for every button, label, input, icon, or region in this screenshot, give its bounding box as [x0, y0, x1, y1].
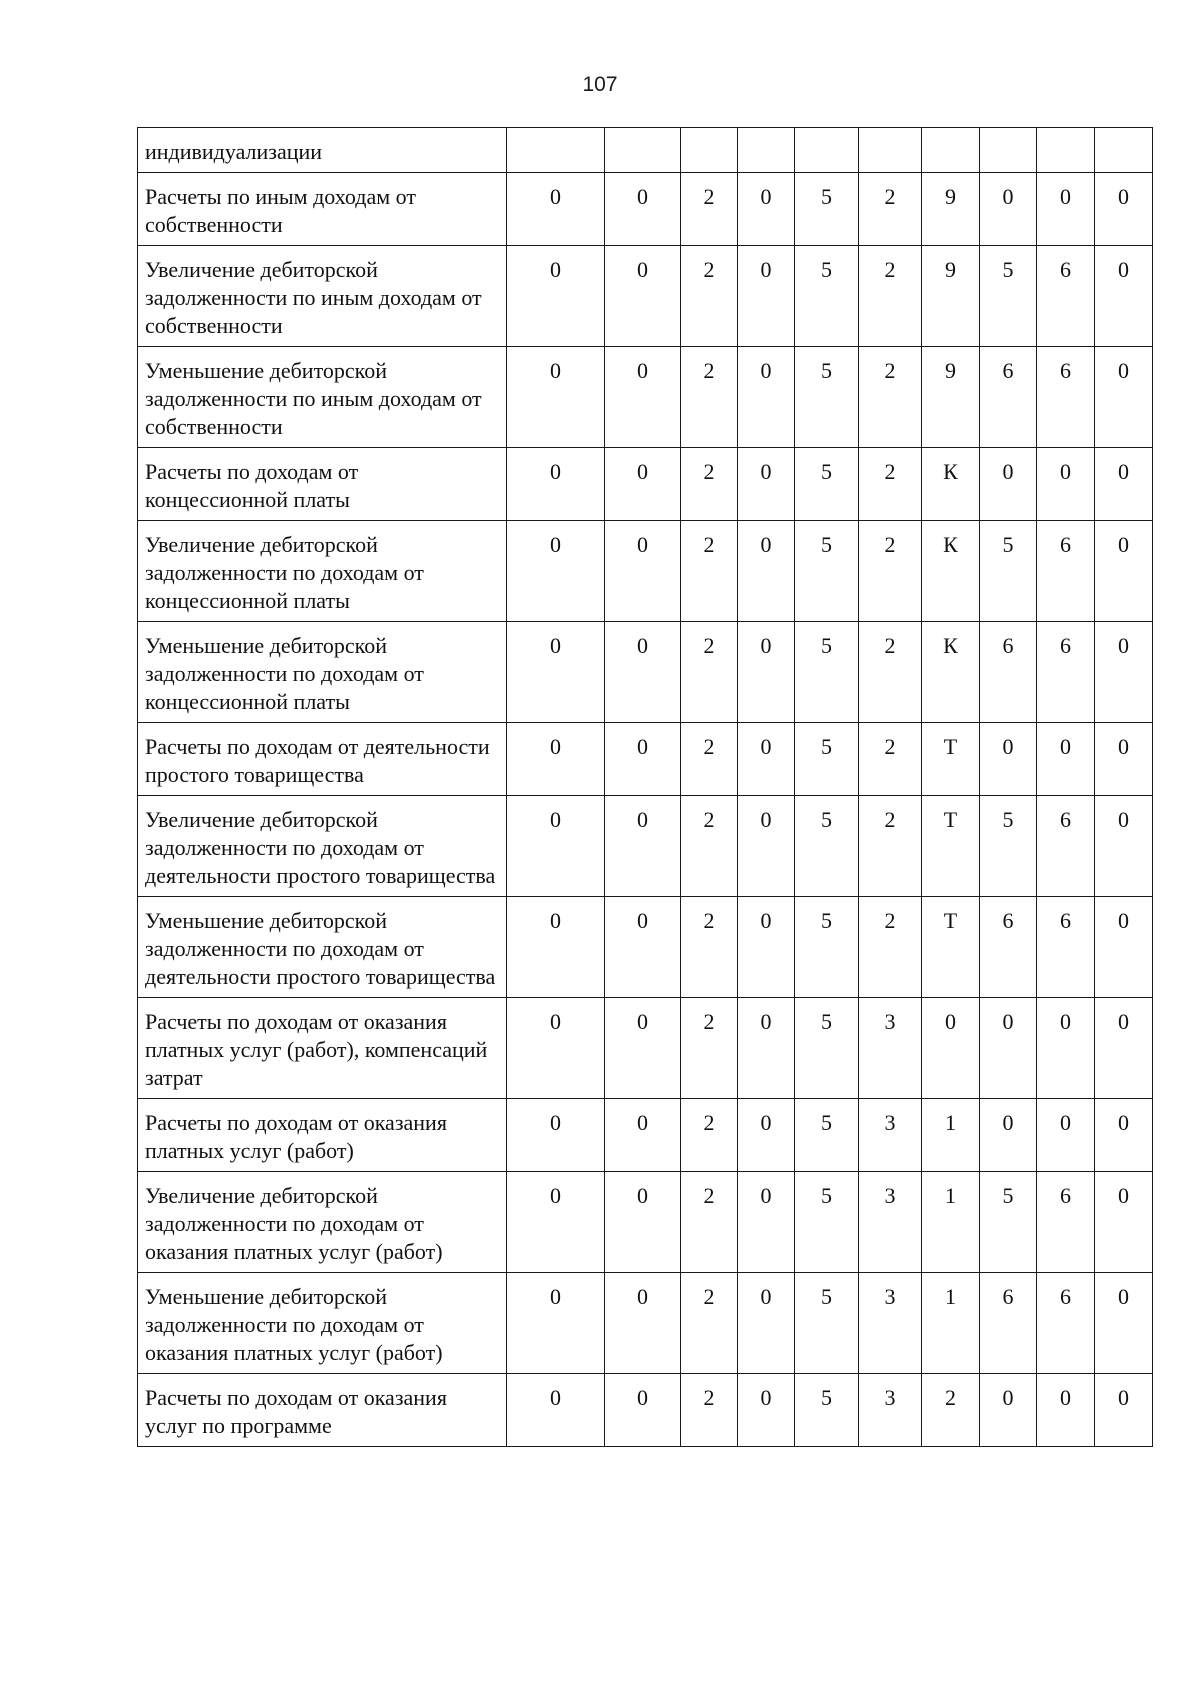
code-digit-cell: 2 — [922, 1374, 980, 1447]
row-account-name: Расчеты по доходам от оказания услуг по программе — [138, 1374, 507, 1447]
code-digit-cell: 6 — [1037, 1172, 1095, 1273]
code-digit-cell: 0 — [507, 998, 605, 1099]
code-digit-cell: 6 — [980, 347, 1037, 448]
code-digit-cell: 0 — [1095, 173, 1153, 246]
code-digit-cell — [681, 128, 738, 173]
code-digit-cell: 0 — [1095, 1172, 1153, 1273]
code-digit-cell: 0 — [605, 1172, 681, 1273]
table-row — [138, 1172, 1153, 1273]
table-row — [138, 796, 1153, 897]
code-digit-cell: 0 — [507, 622, 605, 723]
code-digit-cell: 2 — [859, 622, 922, 723]
code-digit-cell: 0 — [605, 1374, 681, 1447]
code-digit-cell: 0 — [922, 998, 980, 1099]
code-digit-cell: 5 — [795, 622, 859, 723]
code-digit-cell: 0 — [738, 723, 795, 796]
code-digit-cell: 5 — [795, 173, 859, 246]
row-account-name: Расчеты по доходам от оказания платных услуг (работ) — [138, 1099, 507, 1172]
code-digit-cell: 0 — [507, 1273, 605, 1374]
code-digit-cell: 0 — [1037, 448, 1095, 521]
code-digit-cell: 5 — [980, 796, 1037, 897]
table-body — [138, 128, 1153, 1447]
code-digit-cell: 2 — [681, 521, 738, 622]
row-account-name: Расчеты по иным доходам от собственности — [138, 173, 507, 246]
code-digit-cell: 6 — [1037, 796, 1095, 897]
code-digit-cell: 2 — [859, 796, 922, 897]
code-digit-cell: 2 — [859, 246, 922, 347]
code-digit-cell: 0 — [605, 622, 681, 723]
code-digit-cell: 0 — [1095, 723, 1153, 796]
table-row — [138, 622, 1153, 723]
code-digit-cell: 0 — [1095, 1374, 1153, 1447]
code-digit-cell: 2 — [859, 897, 922, 998]
row-account-name: Увеличение дебиторской задолженности по доходам от деятельности простого товарищества — [138, 796, 507, 897]
code-digit-cell: 2 — [681, 1099, 738, 1172]
row-account-name: Уменьшение дебиторской задолженности по доходам от оказания платных услуг (работ) — [138, 1273, 507, 1374]
code-digit-cell: 0 — [738, 173, 795, 246]
code-digit-cell: Т — [922, 723, 980, 796]
table-row — [138, 1273, 1153, 1374]
code-digit-cell: Т — [922, 796, 980, 897]
code-digit-cell: 2 — [681, 347, 738, 448]
code-digit-cell: 5 — [795, 1172, 859, 1273]
code-digit-cell: 6 — [980, 622, 1037, 723]
code-digit-cell: 9 — [922, 173, 980, 246]
code-digit-cell: 0 — [1037, 1374, 1095, 1447]
code-digit-cell: 0 — [1095, 347, 1153, 448]
code-digit-cell: 2 — [859, 347, 922, 448]
code-digit-cell: 0 — [980, 448, 1037, 521]
code-digit-cell: 0 — [605, 347, 681, 448]
code-digit-cell — [922, 128, 980, 173]
code-digit-cell — [980, 128, 1037, 173]
code-digit-cell: 2 — [681, 897, 738, 998]
code-digit-cell: 0 — [1037, 1099, 1095, 1172]
code-digit-cell: 5 — [980, 246, 1037, 347]
code-digit-cell: К — [922, 521, 980, 622]
code-digit-cell: 6 — [980, 1273, 1037, 1374]
row-account-name: Расчеты по доходам от деятельности простого товарищества — [138, 723, 507, 796]
code-digit-cell: 5 — [795, 1374, 859, 1447]
code-digit-cell: 0 — [738, 246, 795, 347]
code-digit-cell: 2 — [681, 1172, 738, 1273]
code-digit-cell: 2 — [859, 723, 922, 796]
table-row — [138, 448, 1153, 521]
code-digit-cell: 1 — [922, 1172, 980, 1273]
code-digit-cell — [795, 128, 859, 173]
code-digit-cell: 0 — [738, 1172, 795, 1273]
code-digit-cell: 0 — [1095, 246, 1153, 347]
code-digit-cell: 0 — [605, 1273, 681, 1374]
code-digit-cell: 0 — [507, 448, 605, 521]
code-digit-cell: 2 — [681, 796, 738, 897]
code-digit-cell — [1095, 128, 1153, 173]
code-digit-cell: 2 — [859, 173, 922, 246]
code-digit-cell: 0 — [738, 897, 795, 998]
code-digit-cell: 5 — [795, 897, 859, 998]
code-digit-cell: 0 — [605, 897, 681, 998]
code-digit-cell: 5 — [795, 796, 859, 897]
code-digit-cell: 0 — [1095, 521, 1153, 622]
code-digit-cell — [1037, 128, 1095, 173]
code-digit-cell: 2 — [859, 448, 922, 521]
code-digit-cell: 0 — [507, 1374, 605, 1447]
code-digit-cell: 0 — [605, 521, 681, 622]
code-digit-cell: 5 — [795, 448, 859, 521]
code-digit-cell: 3 — [859, 1273, 922, 1374]
code-digit-cell: 5 — [795, 521, 859, 622]
table-row — [138, 521, 1153, 622]
code-digit-cell: 0 — [738, 1099, 795, 1172]
code-digit-cell: 0 — [507, 1099, 605, 1172]
code-digit-cell: 0 — [738, 1374, 795, 1447]
code-digit-cell: 0 — [507, 521, 605, 622]
code-digit-cell: 9 — [922, 347, 980, 448]
code-digit-cell: 0 — [507, 897, 605, 998]
code-digit-cell: 0 — [1095, 1273, 1153, 1374]
code-digit-cell: 6 — [1037, 521, 1095, 622]
code-digit-cell: 2 — [681, 622, 738, 723]
code-digit-cell: 2 — [681, 723, 738, 796]
code-digit-cell: 0 — [507, 347, 605, 448]
row-account-name: Уменьшение дебиторской задолженности по иным доходам от собственности — [138, 347, 507, 448]
code-digit-cell: 0 — [1037, 723, 1095, 796]
code-digit-cell: 6 — [1037, 1273, 1095, 1374]
code-digit-cell: 0 — [1095, 448, 1153, 521]
code-digit-cell: 5 — [795, 347, 859, 448]
code-digit-cell: 3 — [859, 1172, 922, 1273]
table-row — [138, 998, 1153, 1099]
code-digit-cell: 5 — [795, 1273, 859, 1374]
code-digit-cell: 2 — [681, 448, 738, 521]
code-digit-cell: 2 — [681, 1374, 738, 1447]
code-digit-cell: 6 — [1037, 347, 1095, 448]
code-digit-cell: 3 — [859, 1374, 922, 1447]
code-digit-cell: 0 — [980, 1099, 1037, 1172]
code-digit-cell: К — [922, 448, 980, 521]
code-digit-cell: 0 — [1037, 173, 1095, 246]
code-digit-cell — [738, 128, 795, 173]
table-row — [138, 1374, 1153, 1447]
row-account-name: индивидуализации — [138, 128, 507, 173]
code-digit-cell: 2 — [681, 246, 738, 347]
code-digit-cell: 2 — [681, 1273, 738, 1374]
row-account-name: Расчеты по доходам от концессионной платы — [138, 448, 507, 521]
code-digit-cell: К — [922, 622, 980, 723]
code-digit-cell: 0 — [605, 246, 681, 347]
table-row — [138, 347, 1153, 448]
code-digit-cell: 0 — [605, 173, 681, 246]
code-digit-cell: 0 — [738, 521, 795, 622]
table-row — [138, 128, 1153, 173]
row-account-name: Увеличение дебиторской задолженности по доходам от оказания платных услуг (работ) — [138, 1172, 507, 1273]
code-digit-cell: 0 — [980, 998, 1037, 1099]
table-row — [138, 897, 1153, 998]
code-digit-cell: 5 — [980, 521, 1037, 622]
code-digit-cell: 0 — [1095, 897, 1153, 998]
code-digit-cell: 3 — [859, 1099, 922, 1172]
code-digit-cell: 0 — [507, 796, 605, 897]
code-digit-cell: 0 — [507, 246, 605, 347]
row-account-name: Расчеты по доходам от оказания платных услуг (работ), компенсаций затрат — [138, 998, 507, 1099]
code-digit-cell: 0 — [605, 723, 681, 796]
code-digit-cell: 0 — [507, 723, 605, 796]
page-number: 107 — [582, 73, 618, 96]
code-digit-cell: 2 — [681, 998, 738, 1099]
code-digit-cell: 5 — [980, 1172, 1037, 1273]
code-digit-cell: 5 — [795, 1099, 859, 1172]
code-digit-cell: 0 — [1095, 796, 1153, 897]
code-digit-cell: 6 — [1037, 246, 1095, 347]
code-digit-cell: 5 — [795, 998, 859, 1099]
code-digit-cell: 6 — [1037, 897, 1095, 998]
code-digit-cell: 0 — [507, 173, 605, 246]
code-digit-cell: 0 — [1095, 622, 1153, 723]
code-digit-cell: 1 — [922, 1273, 980, 1374]
code-digit-cell: 0 — [738, 998, 795, 1099]
code-digit-cell: 0 — [738, 347, 795, 448]
code-digit-cell: 0 — [980, 173, 1037, 246]
table-row — [138, 246, 1153, 347]
code-digit-cell: 0 — [1037, 998, 1095, 1099]
code-digit-cell: 0 — [980, 723, 1037, 796]
code-digit-cell: 3 — [859, 998, 922, 1099]
table-row — [138, 173, 1153, 246]
code-digit-cell: 0 — [605, 796, 681, 897]
account-codes-table — [137, 127, 1153, 1447]
code-digit-cell — [507, 128, 605, 173]
code-digit-cell: 9 — [922, 246, 980, 347]
row-account-name: Увеличение дебиторской задолженности по иным доходам от собственности — [138, 246, 507, 347]
table-row — [138, 1099, 1153, 1172]
code-digit-cell — [605, 128, 681, 173]
code-digit-cell: 5 — [795, 246, 859, 347]
code-digit-cell — [859, 128, 922, 173]
row-account-name: Уменьшение дебиторской задолженности по доходам от деятельности простого товарищества — [138, 897, 507, 998]
code-digit-cell: 0 — [738, 622, 795, 723]
code-digit-cell: 0 — [738, 448, 795, 521]
row-account-name: Уменьшение дебиторской задолженности по доходам от концессионной платы — [138, 622, 507, 723]
code-digit-cell: 0 — [980, 1374, 1037, 1447]
code-digit-cell: 2 — [681, 173, 738, 246]
row-account-name: Увеличение дебиторской задолженности по доходам от концессионной платы — [138, 521, 507, 622]
code-digit-cell: 2 — [859, 521, 922, 622]
code-digit-cell: 0 — [1095, 1099, 1153, 1172]
code-digit-cell: 1 — [922, 1099, 980, 1172]
code-digit-cell: 0 — [507, 1172, 605, 1273]
code-digit-cell: 0 — [738, 1273, 795, 1374]
code-digit-cell: 5 — [795, 723, 859, 796]
code-digit-cell: 6 — [980, 897, 1037, 998]
code-digit-cell: 0 — [605, 1099, 681, 1172]
code-digit-cell: 6 — [1037, 622, 1095, 723]
table-row — [138, 723, 1153, 796]
code-digit-cell: 0 — [1095, 998, 1153, 1099]
code-digit-cell: Т — [922, 897, 980, 998]
code-digit-cell: 0 — [605, 998, 681, 1099]
code-digit-cell: 0 — [738, 796, 795, 897]
code-digit-cell: 0 — [605, 448, 681, 521]
